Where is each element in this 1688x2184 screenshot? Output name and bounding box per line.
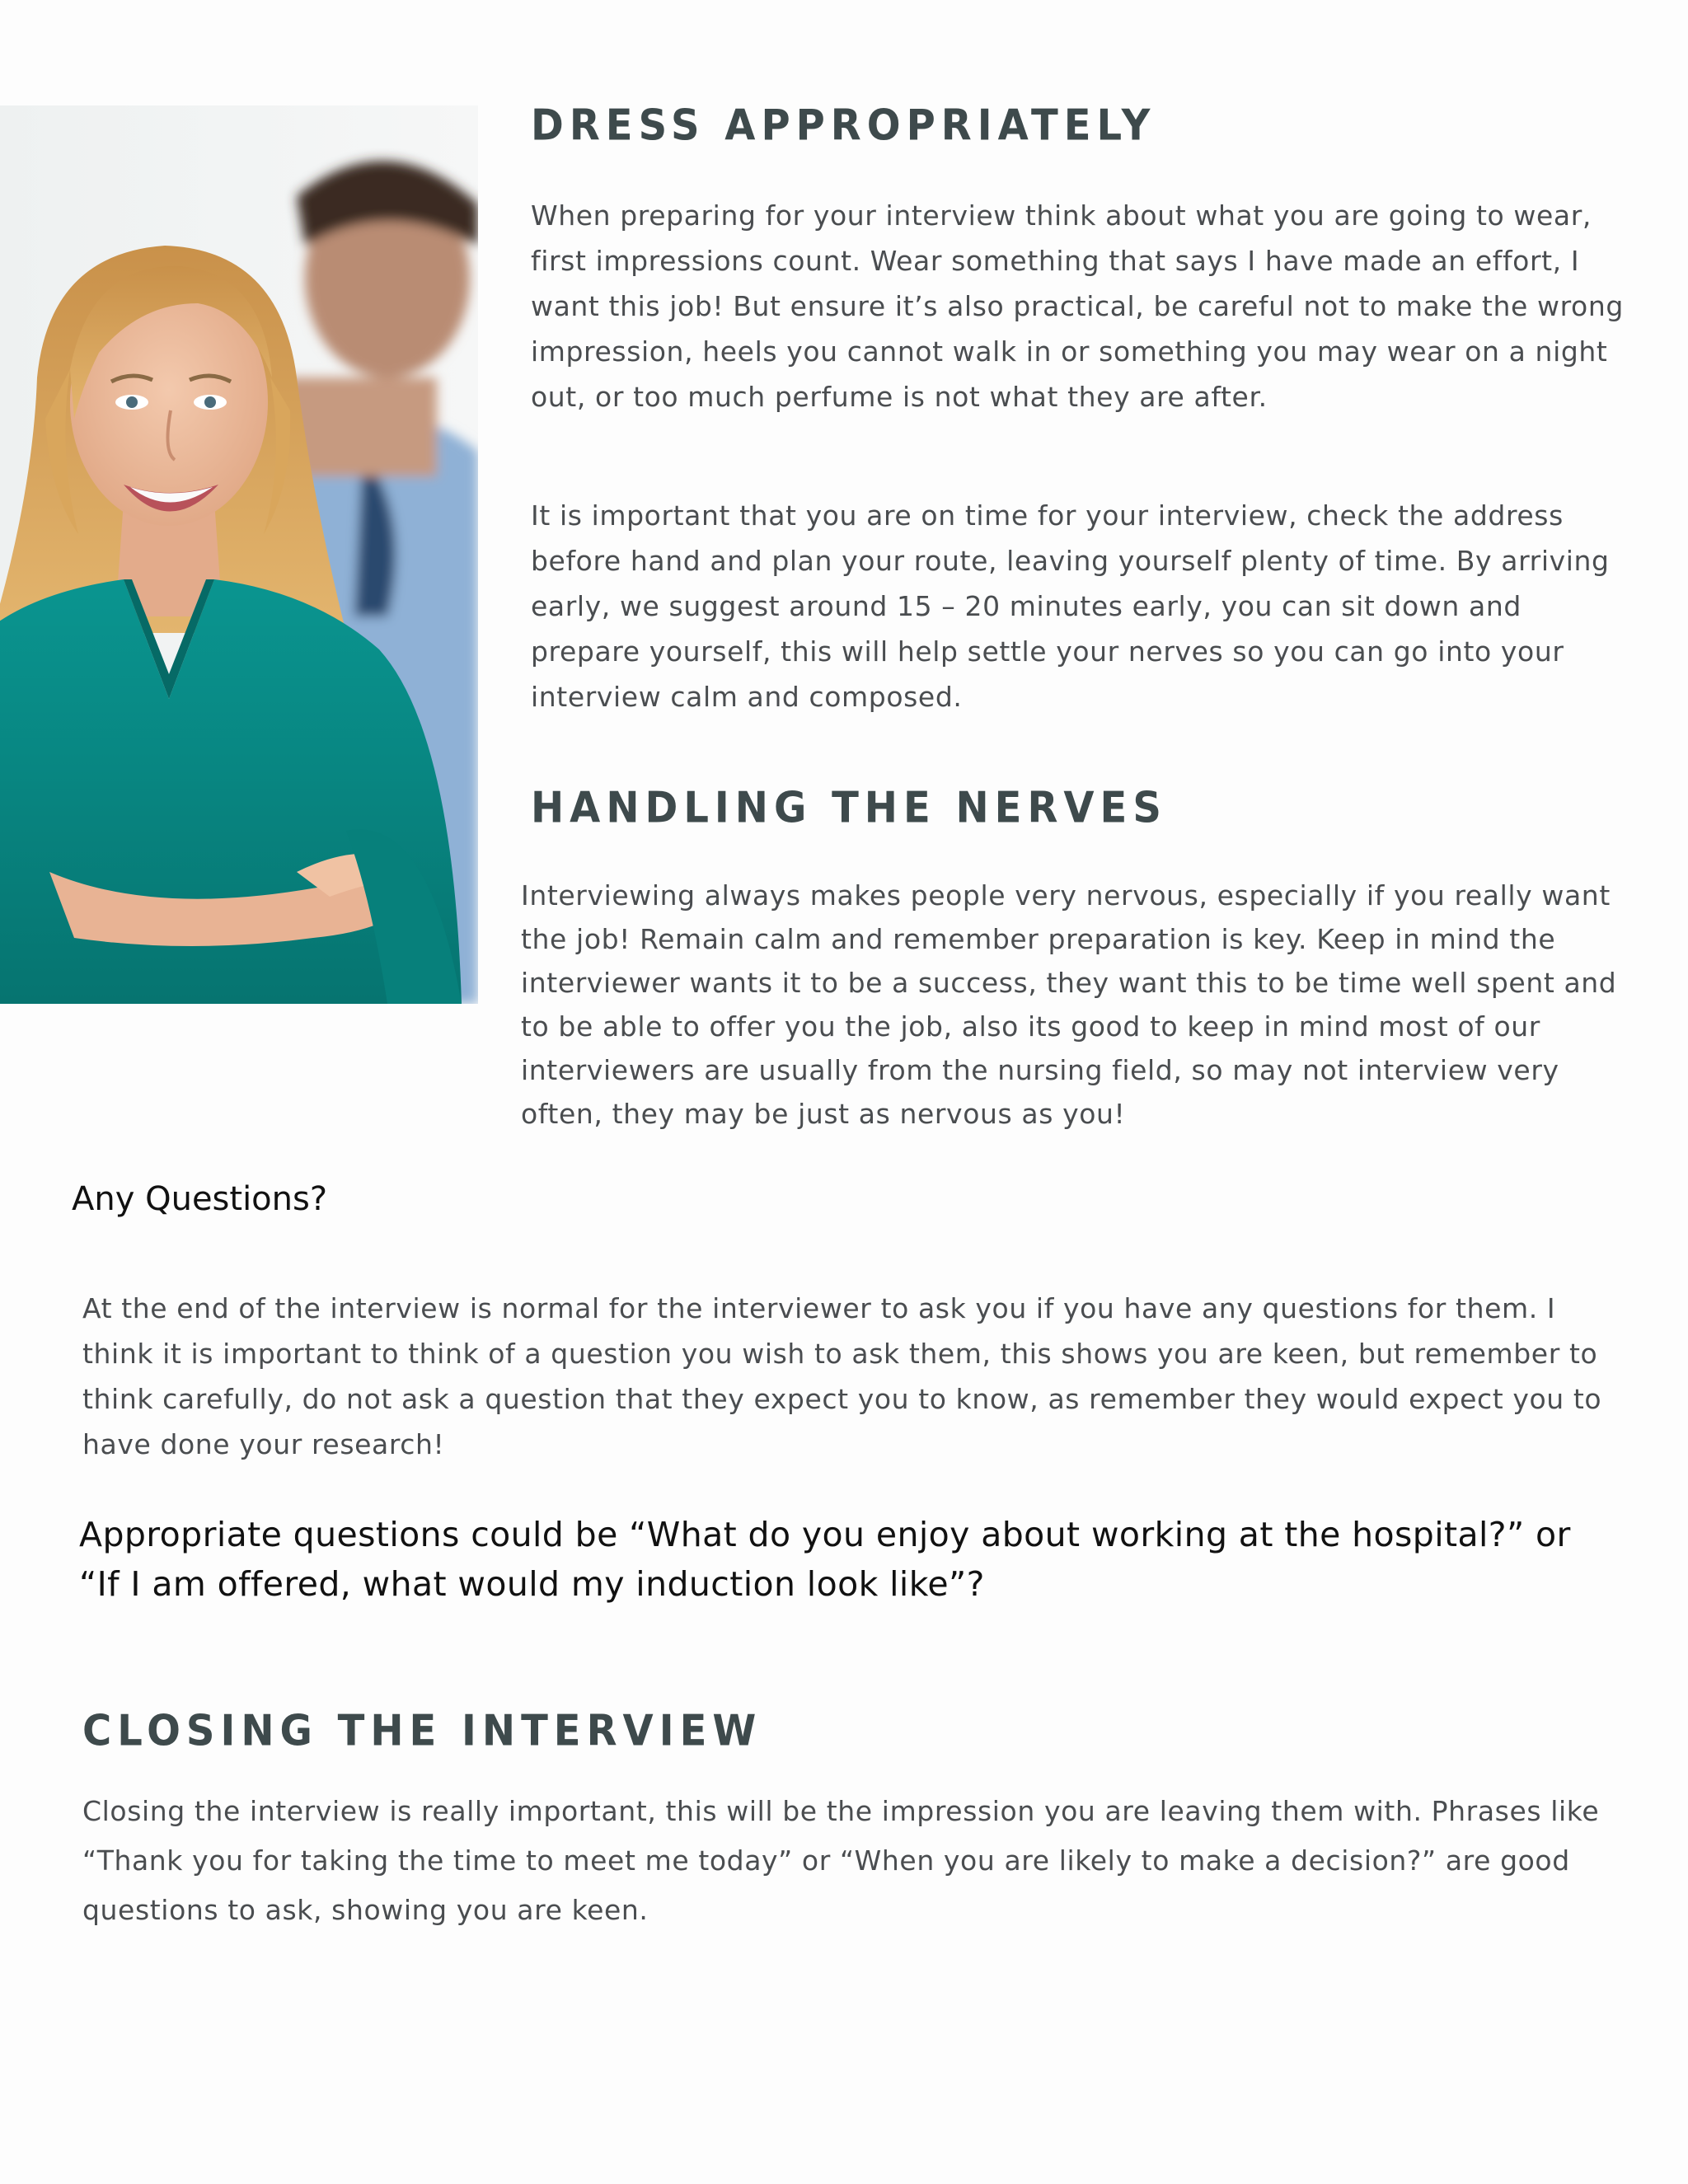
heading-handling-the-nerves: HANDLING THE NERVES [531, 783, 1167, 833]
questions-paragraph: At the end of the interview is normal for the interviewer to ask you if you have any questions for them. I think it is important to think of a question you wish to ask them, this shows you are keen, but remember to think carefully, do not ask a question that they expect you to know, as remember they would expect you to have done your research! [82, 1292, 1602, 1460]
nurse-photo [0, 105, 478, 1004]
dress-paragraph-2: It is important that you are on time for your interview, check the address before hand and plan your route, leaving yourself plenty of time. By arriving early, we suggest around 15 – 20 minutes early, you can sit down and prepare yourself, this will help settle your nerves so you can go into your interview calm and composed. [531, 499, 1610, 713]
heading-any-questions: Any Questions? [72, 1180, 328, 1218]
heading-closing-the-interview: CLOSING THE INTERVIEW [82, 1706, 762, 1756]
dress-paragraph-1: When preparing for your interview think about what you are going to wear, first impressions count. Wear something that says I have made an effort, I want this job! But ensure it’s also practical, be careful not to make the wrong impression, heels you cannot walk in or something you may wear on a night out, or too much perfume is not what they are after. [531, 199, 1624, 413]
heading-dress-appropriately: DRESS APPROPRIATELY [531, 101, 1156, 151]
example-questions: Appropriate questions could be “What do you enjoy about working at the hospital?” or “If I am offered, what would my induction look like”? [79, 1515, 1571, 1604]
closing-paragraph: Closing the interview is really important, this will be the impression you are leaving them with. Phrases like “Thank you for taking the time to meet me today” or “When you are likely to make a decision?” are good questions to ask, showing you are keen. [82, 1795, 1600, 1926]
nerves-paragraph: Interviewing always makes people very nervous, especially if you really want the job! Remain calm and remember preparation is key. Keep in mind the interviewer wants it to be a success, they want this to be time well spent and to be able to offer you the job, also its good to keep in mind most of our interviewers are usually from the nursing field, so may not interview very often, they may be just as nervous as you! [521, 879, 1617, 1130]
